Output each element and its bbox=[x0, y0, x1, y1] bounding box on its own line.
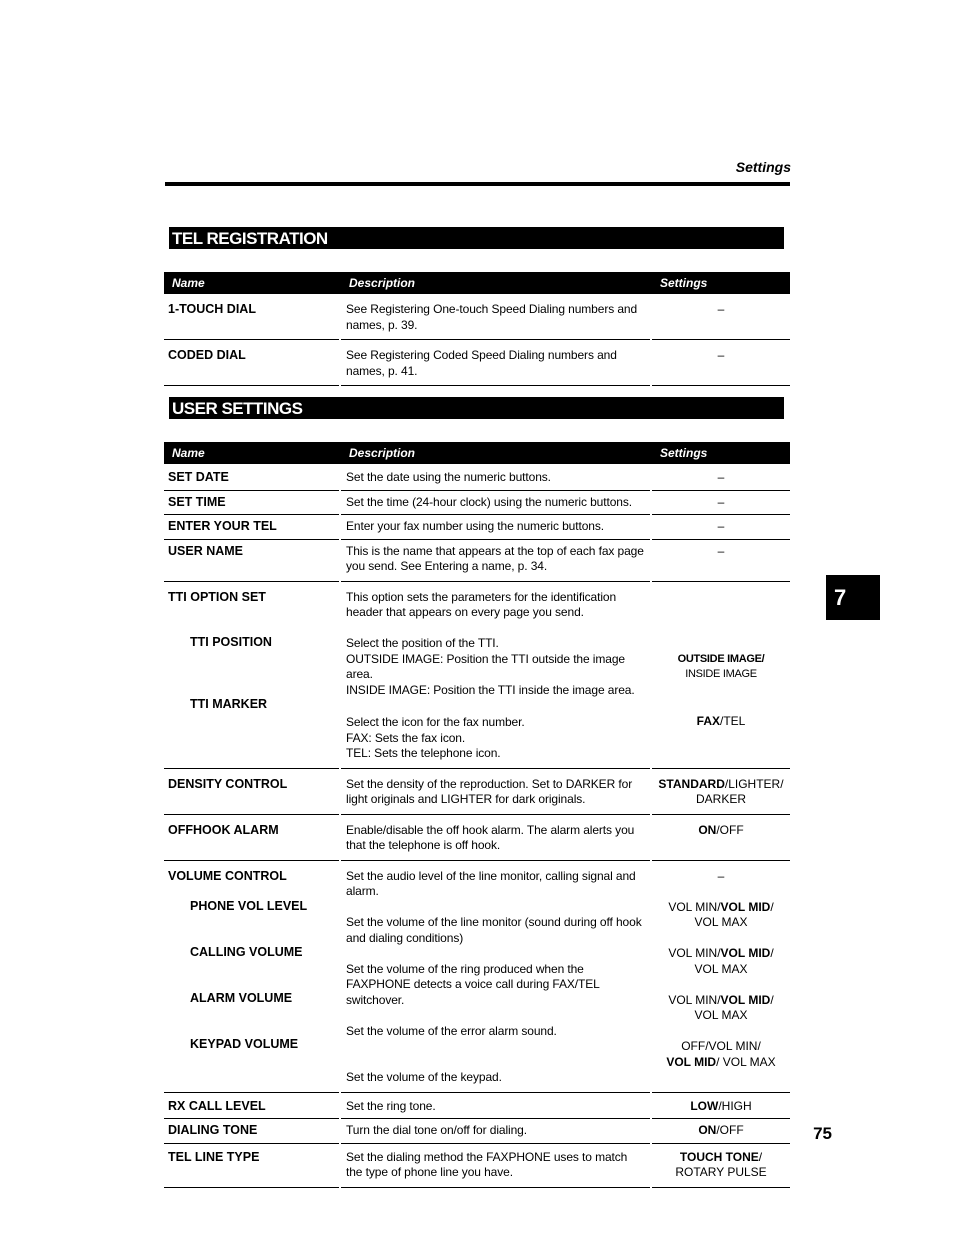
setting-description: Set the time (24-hour clock) using the numeric buttons. bbox=[341, 491, 650, 516]
alarm-volume-description: Set the volume of the error alarm sound. bbox=[346, 1023, 557, 1038]
alarm-vol-option: VOL MAX bbox=[694, 1008, 748, 1022]
tti-option-set-name: TTI OPTION SET bbox=[168, 589, 266, 604]
table-row bbox=[164, 582, 790, 769]
setting-value bbox=[652, 1093, 790, 1120]
density-default: STANDARD bbox=[658, 776, 725, 791]
table-row bbox=[164, 815, 790, 861]
volume-control-name: VOLUME CONTROL bbox=[168, 868, 287, 883]
setting-name: DIALING TONE bbox=[164, 1119, 339, 1144]
user-settings-table bbox=[164, 442, 790, 1188]
phone-vol-default: VOL MID bbox=[720, 899, 771, 914]
setting-name bbox=[164, 582, 339, 769]
setting-name: CODED DIAL bbox=[164, 340, 339, 386]
tel-registration-title: TEL REGISTRATION bbox=[169, 227, 784, 249]
setting-name: ENTER YOUR TEL bbox=[164, 515, 339, 540]
setting-name bbox=[164, 861, 339, 1093]
column-header-name: Name bbox=[164, 272, 339, 294]
phone-vol-level-name: PHONE VOL LEVEL bbox=[190, 898, 308, 913]
setting-description bbox=[341, 582, 650, 769]
phone-vol-level-description: Set the volume of the line monitor (sound during off hook and dialing conditions) bbox=[346, 915, 642, 945]
calling-vol-option: / bbox=[770, 946, 774, 960]
setting-value bbox=[652, 861, 790, 1093]
setting-value bbox=[652, 1119, 790, 1144]
calling-vol-option: VOL MAX bbox=[694, 961, 748, 976]
tti-marker-option: /TEL bbox=[720, 713, 746, 728]
tti-position-line: OUTSIDE IMAGE: Position the TTI outside the image area. bbox=[346, 651, 625, 681]
setting-value: – bbox=[652, 540, 790, 582]
setting-name: RX CALL LEVEL bbox=[164, 1093, 339, 1120]
setting-value: – bbox=[652, 515, 790, 540]
setting-description: Set the ring tone. bbox=[341, 1093, 650, 1120]
table-row bbox=[164, 515, 790, 540]
tti-marker-line: FAX: Sets the fax icon. bbox=[346, 730, 466, 745]
tti-marker-line: Select the icon for the fax number. bbox=[346, 715, 525, 729]
setting-description bbox=[341, 861, 650, 1093]
table-row bbox=[164, 294, 790, 340]
setting-description: Enter your fax number using the numeric buttons. bbox=[341, 515, 650, 540]
rx-call-default: LOW bbox=[690, 1098, 719, 1113]
setting-value: – bbox=[652, 464, 790, 491]
keypad-vol-option: OFF/VOL MIN/ bbox=[681, 1039, 761, 1053]
page-number: 75 bbox=[813, 1124, 832, 1143]
volume-control-description: Set the audio level of the line monitor, calling signal and alarm. bbox=[346, 868, 636, 898]
tel-line-default: TOUCH TONE bbox=[679, 1149, 759, 1164]
table-row bbox=[164, 540, 790, 582]
phone-vol-option: VOL MAX bbox=[694, 915, 748, 929]
table-row bbox=[164, 340, 790, 386]
column-header-description: Description bbox=[341, 442, 650, 464]
setting-value bbox=[652, 815, 790, 861]
tti-marker-line: TEL: Sets the telephone icon. bbox=[346, 746, 501, 760]
tti-marker-name: TTI MARKER bbox=[190, 696, 268, 711]
keypad-volume-description: Set the volume of the keypad. bbox=[346, 1070, 502, 1084]
setting-description: Set the date using the numeric buttons. bbox=[341, 464, 650, 491]
phone-vol-option: VOL MIN/ bbox=[668, 899, 721, 914]
dialing-tone-default: ON bbox=[698, 1123, 717, 1137]
tti-position-line: INSIDE IMAGE: Position the TTI inside the image area. bbox=[346, 682, 635, 697]
alarm-volume-name: ALARM VOLUME bbox=[190, 990, 293, 1005]
table-row bbox=[164, 1144, 790, 1188]
setting-name: TEL LINE TYPE bbox=[164, 1144, 339, 1188]
setting-description: Set the dialing method the FAXPHONE uses to match the type of phone line you have. bbox=[341, 1144, 650, 1188]
user-settings-title: USER SETTINGS bbox=[169, 397, 784, 419]
tti-position-default: OUTSIDE IMAGE/ bbox=[677, 652, 765, 665]
phone-vol-option: / bbox=[770, 899, 774, 914]
calling-vol-default: VOL MID bbox=[720, 946, 771, 960]
density-options: /LIGHTER/ DARKER bbox=[695, 776, 784, 806]
calling-volume-name: CALLING VOLUME bbox=[190, 944, 303, 959]
alarm-vol-option: / bbox=[770, 992, 774, 1007]
table-row bbox=[164, 491, 790, 516]
alarm-vol-default: VOL MID bbox=[720, 992, 771, 1007]
table-row bbox=[164, 464, 790, 491]
setting-name: 1-TOUCH DIAL bbox=[164, 294, 339, 340]
setting-description: See Registering One-touch Speed Dialing numbers and names, p. 39. bbox=[341, 294, 650, 340]
setting-value: – bbox=[652, 294, 790, 340]
keypad-vol-option: / VOL MAX bbox=[716, 1054, 776, 1069]
offhook-default: ON bbox=[698, 822, 717, 837]
table-row bbox=[164, 861, 790, 1093]
setting-description: This is the name that appears at the top of each fax page you send. See Entering a name, p. 34. bbox=[341, 540, 650, 582]
table-row bbox=[164, 769, 790, 815]
column-header-settings: Settings bbox=[652, 442, 790, 464]
setting-name: USER NAME bbox=[164, 540, 339, 582]
table-row bbox=[164, 1093, 790, 1120]
column-header-description: Description bbox=[341, 272, 650, 294]
setting-description: See Registering Coded Speed Dialing numbers and names, p. 41. bbox=[341, 340, 650, 386]
offhook-options: /OFF bbox=[716, 822, 744, 837]
tel-registration-table bbox=[164, 272, 790, 386]
calling-vol-option: VOL MIN/ bbox=[668, 946, 721, 960]
volume-control-value: – bbox=[717, 868, 725, 883]
setting-value: – bbox=[652, 340, 790, 386]
running-head: Settings bbox=[735, 159, 791, 175]
setting-value: – bbox=[652, 491, 790, 516]
alarm-vol-option: VOL MIN/ bbox=[668, 992, 721, 1007]
tti-position-name: TTI POSITION bbox=[190, 634, 272, 649]
column-header-name: Name bbox=[164, 442, 339, 464]
tti-position-line: Select the position of the TTI. bbox=[346, 636, 499, 650]
setting-description: Enable/disable the off hook alarm. The alarm alerts you that the telephone is off hook. bbox=[341, 815, 650, 861]
setting-name: SET DATE bbox=[164, 464, 339, 491]
setting-value bbox=[652, 582, 790, 769]
dialing-tone-options: /OFF bbox=[716, 1123, 744, 1137]
tti-option-set-description: This option sets the parameters for the identification header that appears on every page you send. bbox=[346, 589, 617, 619]
column-header-settings: Settings bbox=[652, 272, 790, 294]
setting-name: SET TIME bbox=[164, 491, 339, 516]
chapter-tab: 7 bbox=[826, 575, 880, 620]
tti-position-option: INSIDE IMAGE bbox=[685, 668, 757, 680]
tel-line-options: / ROTARY PULSE bbox=[675, 1149, 767, 1179]
setting-description: Set the density of the reproduction. Set to DARKER for light originals and LIGHTER for dark originals. bbox=[341, 769, 650, 815]
header-rule bbox=[165, 182, 790, 186]
table-row bbox=[164, 1119, 790, 1144]
setting-description: Turn the dial tone on/off for dialing. bbox=[341, 1119, 650, 1144]
setting-name: OFFHOOK ALARM bbox=[164, 815, 339, 861]
tti-marker-default: FAX bbox=[696, 713, 720, 728]
setting-value bbox=[652, 1144, 790, 1188]
keypad-volume-name: KEYPAD VOLUME bbox=[190, 1036, 299, 1051]
calling-volume-description: Set the volume of the ring produced when the FAXPHONE detects a voice call during FAX/TEL switchover. bbox=[346, 961, 600, 1007]
keypad-vol-default: VOL MID bbox=[666, 1054, 717, 1069]
rx-call-options: /HIGH bbox=[718, 1098, 752, 1113]
setting-name: DENSITY CONTROL bbox=[164, 769, 339, 815]
setting-value bbox=[652, 769, 790, 815]
